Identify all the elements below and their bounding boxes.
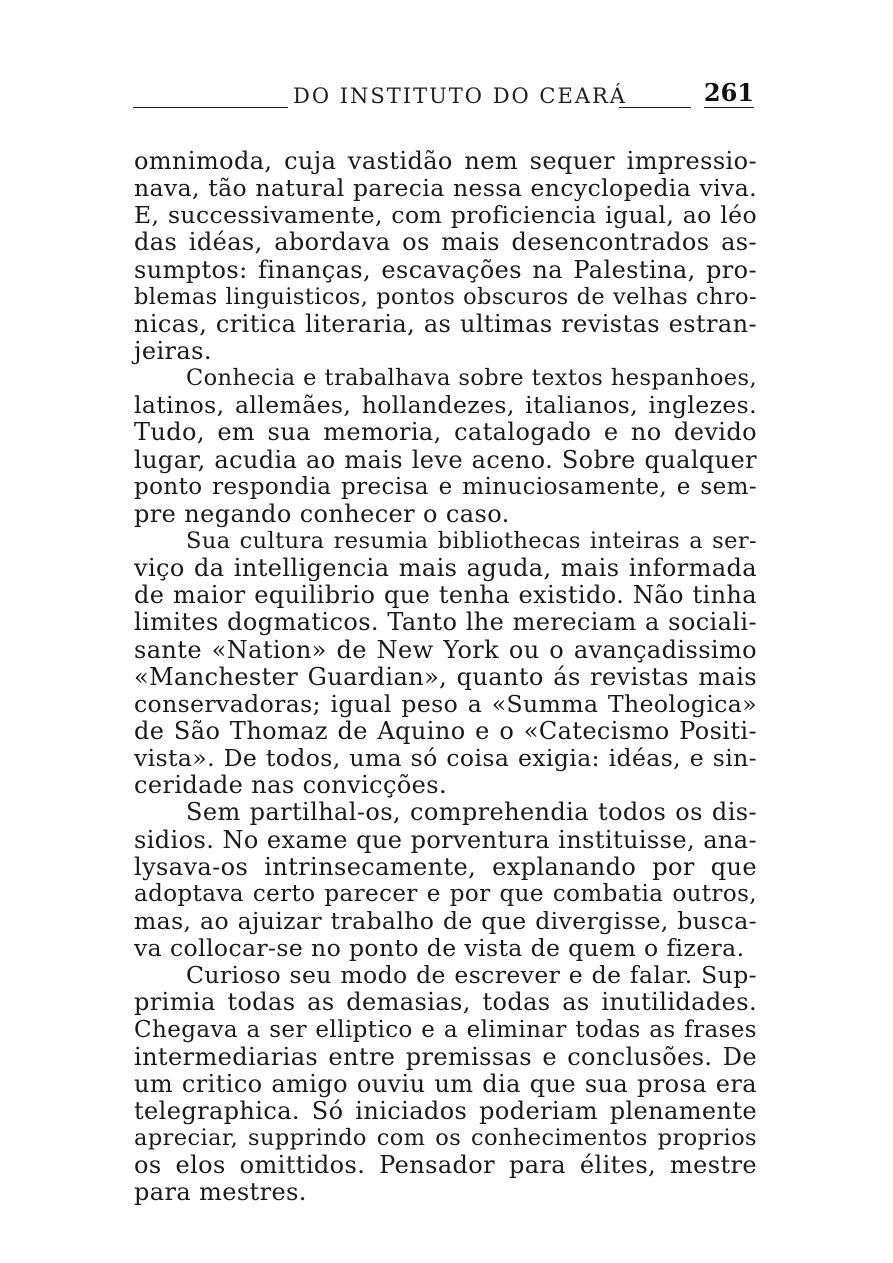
text-line: Tudo, em sua memoria, catalogado e no devido [134, 418, 757, 447]
text-line: sante «Nation» de New York ou o avançadissimo [134, 635, 757, 664]
text-line: Sua cultura resumia bibliothecas inteiras a ser- [186, 527, 757, 554]
text-line: telegraphica. Só iniciados poderiam plenamente [134, 1096, 757, 1125]
text-line: das idéas, abordava os mais desencontrados as- [134, 228, 757, 257]
text-line: jeiras. [134, 336, 212, 365]
text-line: lugar, acudia ao mais leve aceno. Sobre qualquer [134, 445, 757, 474]
text-line: Chegava a ser elliptico e a eliminar todas as frases [134, 1016, 757, 1043]
text-line: um critico amigo ouviu um dia que sua prosa era [134, 1069, 757, 1098]
text-line: viço da intelligencia mais aguda, mais informada [134, 554, 757, 583]
running-head-title: DO INSTITUTO DO CEARÁ [293, 84, 627, 108]
text-line: pre negando conhecer o caso. [134, 499, 510, 528]
text-line: ceridade nas convicções. [134, 771, 448, 800]
text-line: Curioso seu modo de escrever e de falar. Sup- [186, 961, 757, 990]
header-rule-right [619, 107, 691, 108]
text-line: vista». De todos, uma só coisa exigia: idéas, e sin- [134, 744, 757, 773]
text-line: intermediarias entre premissas e conclusões. De [134, 1042, 757, 1071]
text-line: primia todas as demasias, todas as inutilidades. [134, 988, 757, 1017]
text-line: «Manchester Guardian», quanto ás revistas mais [134, 662, 757, 691]
running-head [133, 80, 758, 114]
text-line: Conhecia e trabalhava sobre textos hespanhoes, [186, 365, 757, 392]
text-line: limites dogmaticos. Tanto lhe mereciam a sociali- [134, 608, 757, 637]
text-line: E, successivamente, com proficiencia igual, ao léo [134, 201, 757, 230]
text-line: nava, tão natural parecia nessa encyclopedia viva. [134, 174, 757, 203]
text-line: va collocar-se no ponto de vista de quem o fizera. [134, 934, 745, 963]
text-line: os elos omittidos. Pensador para élites, mestre [134, 1151, 757, 1180]
page-number: 261 [703, 78, 754, 107]
text-line: latinos, allemães, hollandezes, italianos, inglezes. [134, 391, 757, 420]
text-line: apreciar, supprindo com os conhecimentos proprios [134, 1125, 757, 1152]
text-line: ponto respondia precisa e minuciosamente, e sem- [134, 473, 757, 500]
text-line: nicas, critica literaria, as ultimas revistas estran- [134, 309, 757, 338]
text-line: de maior equilibrio que tenha existido. Não tinha [134, 581, 757, 610]
text-line: adoptava certo parecer e por que combatia outros, [134, 880, 757, 907]
text-line: lysava-os intrinsecamente, explanando por que [134, 852, 757, 881]
text-line: sumptos: finanças, escavações na Palestina, pro- [134, 255, 757, 284]
text-line: conservadoras; igual peso a «Summa Theologica» [134, 689, 757, 718]
text-line: omnimoda, cuja vastidão nem sequer impressio- [134, 147, 757, 175]
text-line: sidios. No exame que porventura instituisse, ana- [134, 825, 757, 854]
header-rule-left [133, 107, 288, 108]
text-line: blemas linguisticos, pontos obscuros de velhas chro- [134, 283, 757, 310]
text-line: Sem partilhal-os, comprehendia todos os dis- [186, 798, 757, 827]
text-line: para mestres. [134, 1178, 307, 1207]
body-text [134, 148, 757, 1206]
text-line: de São Thomaz de Aquino e o «Catecismo Positi- [134, 716, 757, 745]
text-line: mas, ao ajuizar trabalho de que divergisse, busca- [134, 906, 757, 935]
